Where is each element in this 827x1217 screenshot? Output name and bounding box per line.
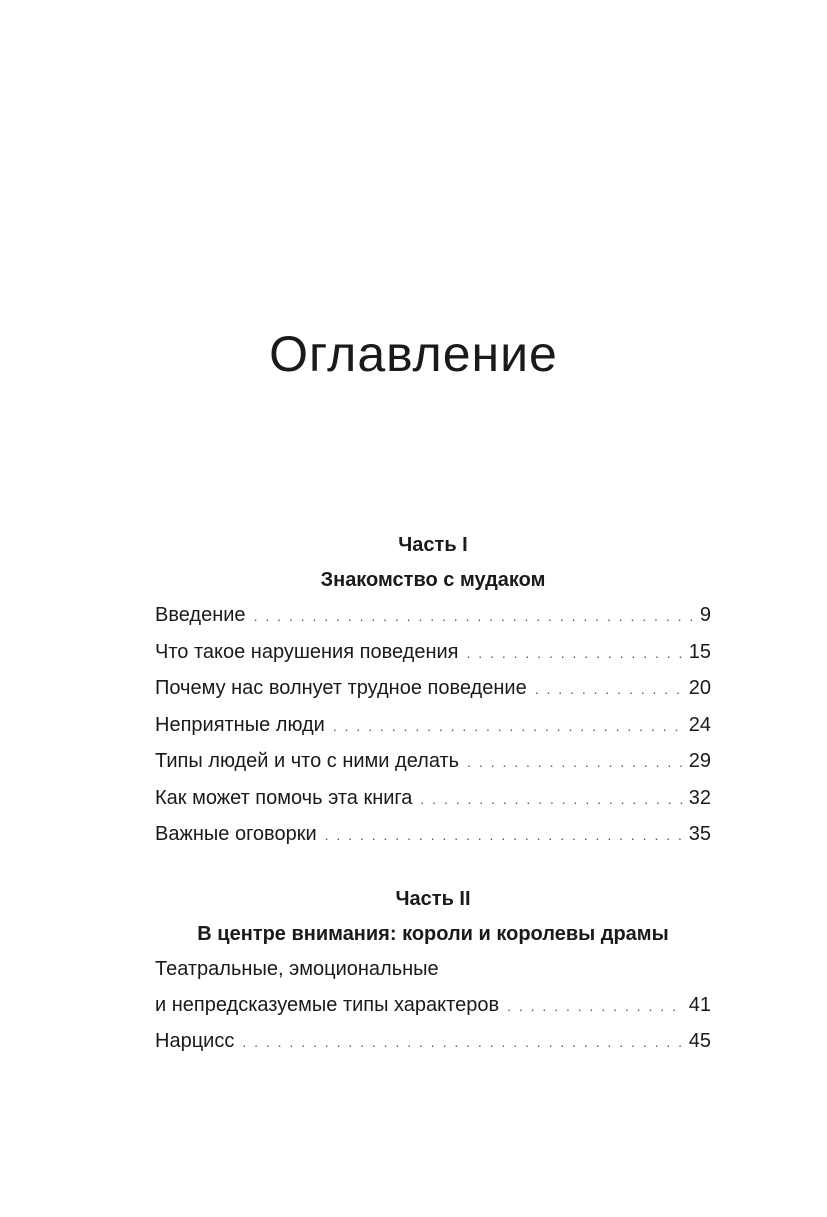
toc-entry[interactable] — [155, 1024, 711, 1061]
toc-entry[interactable] — [155, 598, 711, 635]
dot-leader — [467, 745, 683, 781]
toc-entry-title: Неприятные люди — [155, 713, 325, 736]
toc-entry-title: Типы людей и что с ними делать — [155, 750, 460, 772]
dot-leader — [507, 989, 683, 1025]
toc-entry[interactable] — [155, 708, 711, 745]
toc-entry[interactable] — [155, 817, 711, 854]
toc-entry-title: Нарцисс — [155, 1030, 235, 1052]
dot-leader — [333, 709, 683, 745]
toc-entry-title: Важные оговорки — [155, 823, 317, 845]
toc-part-1 — [155, 528, 711, 854]
toc-entry-title: Почему нас волнует трудное поведение — [155, 677, 527, 699]
dot-leader — [535, 672, 683, 708]
toc-entry-title: Как может помочь эта книга — [155, 786, 413, 809]
toc-entry[interactable] — [155, 635, 711, 672]
toc-entry[interactable] — [155, 744, 711, 781]
dot-leader — [467, 636, 683, 672]
toc-entry-title: Что такое нарушения поведения — [155, 640, 459, 663]
toc-entry-page: 29 — [688, 750, 711, 772]
dot-leader — [242, 1025, 682, 1061]
toc-entry[interactable] — [155, 781, 711, 818]
toc-entry-page: 20 — [688, 677, 711, 699]
toc-part-2 — [155, 882, 711, 1061]
toc-entry-page: 32 — [688, 786, 711, 809]
toc-entry-page: 24 — [688, 713, 711, 736]
dot-leader — [325, 818, 683, 854]
toc-entry-page: 15 — [688, 640, 711, 663]
toc-entry-title: Введение — [155, 604, 246, 626]
part-title: В центре внимания: короли и королевы драмы — [197, 923, 669, 945]
toc-entry[interactable] — [155, 988, 711, 1025]
toc-entry-page: 41 — [688, 993, 711, 1016]
toc-entry-title-line1[interactable]: Театральные, эмоциональные — [155, 958, 439, 980]
dot-leader — [254, 599, 694, 635]
toc-entry-title: и непредсказуемые типы характеров — [155, 993, 500, 1016]
dot-leader — [420, 782, 682, 818]
page-title: Оглавление — [269, 326, 558, 382]
toc-entry-page: 45 — [688, 1030, 711, 1052]
part-label: Часть I — [398, 534, 468, 556]
part-label: Часть II — [395, 888, 471, 910]
toc-entry-page: 9 — [699, 604, 711, 626]
toc-entry-page: 35 — [688, 823, 711, 845]
toc-entry[interactable] — [155, 671, 711, 708]
part-title: Знакомство с мудаком — [320, 569, 546, 591]
